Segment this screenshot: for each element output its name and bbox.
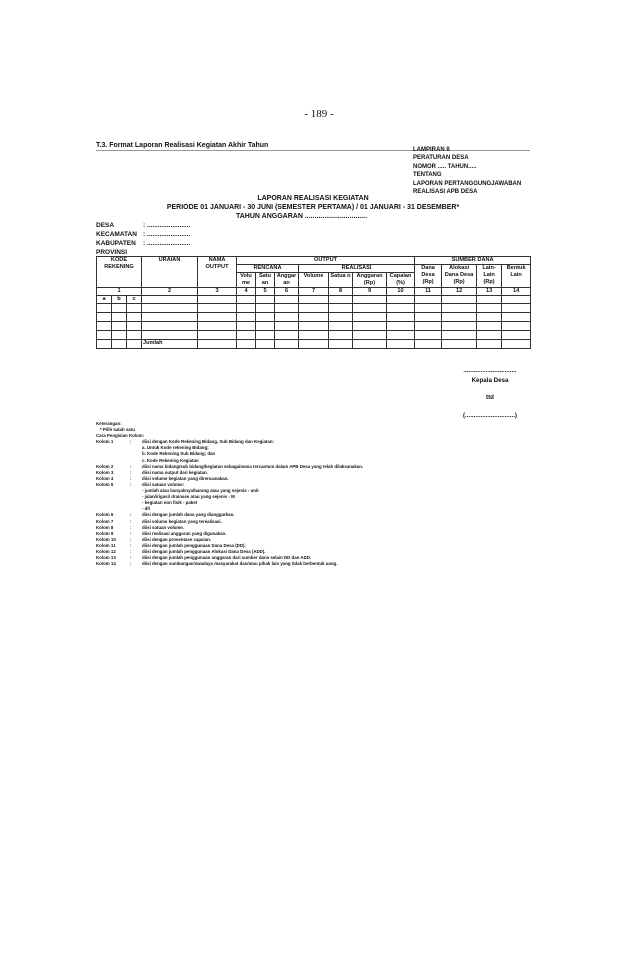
realization-table [96,256,531,349]
note-column: Kolom 13 [96,555,116,561]
note-text: diisi dengan Kode Rekening Bidang, Sub Bidang dan Kegiatan: [142,439,274,445]
table-cell [353,296,387,304]
note-column: Kolom 2 [96,463,114,469]
table-cell [299,296,329,304]
code-level-a: a [97,296,112,304]
note-text: diisi satuan volume. [142,524,184,530]
table-row [97,313,531,322]
note-text: diisi dengan jumlah penggunaan Alokasi Dana Desa (ADD). [142,548,266,554]
column-number: 9 [353,288,387,296]
note-text: diisi nama output dari kegiatan. [142,469,208,475]
note-colon: : [130,561,132,567]
note-column: Kolom 4 [96,475,114,481]
code-level-c: c [127,296,142,304]
header-output: OUTPUT [237,257,415,265]
signature-role: Kepala Desa [471,377,509,384]
table-cell [415,296,442,304]
report-period: PERIODE 01 JANUARI - 30 JUNI (SEMESTER PERTAMA) / 01 JANUARI - 31 DESEMBER* [166,204,460,211]
note-colon: : [130,475,132,481]
note-colon: : [130,524,132,530]
table-cell [275,296,299,304]
note-text: diisi dengan prosentase capaian. [142,536,212,542]
column-number: 11 [415,288,442,296]
note-column: Kolom 9 [96,530,114,536]
note-colon: : [130,439,132,445]
table-cell [256,296,275,304]
column-number: 12 [442,288,477,296]
note-text: - jalan/irigasi/ drainase atau yang sejenis - M [142,494,235,500]
note-column: Kolom 12 [96,548,116,554]
notes-star: * Pilih salah satu [100,427,135,433]
note-text: - jumlah atau banyaknya/barang atau yang sejenis - unit [142,488,259,494]
appendix-line: PERATURAN DESA [413,155,469,162]
appendix-line: REALISASI APB DESA [413,189,478,196]
note-column: Kolom 10 [96,536,116,542]
note-text: diisi nama bidang/sub bidang/kegiatan sebagaimana tercantum dalam APB Desa yang telah dilaksanakan. [142,463,364,469]
note-text: c. Kode Rekening Kegiatan [142,457,199,463]
note-text: diisi dengan jumlah dana yang dianggarkan. [142,512,235,518]
header-uraian: URAIAN [142,257,198,288]
table-row [97,322,531,331]
header-realisasi: REALISASI [299,265,415,273]
ident-value: : ........................ [143,231,191,238]
note-item [96,561,363,567]
note-colon: : [130,536,132,542]
header-dana-desa: Dana Desa (Rp) [415,265,442,288]
signature-name: (.............................) [463,412,517,419]
note-column: Kolom 7 [96,518,114,524]
note-colon: : [130,548,132,554]
note-column: Kolom 6 [96,512,114,518]
column-number: 7 [299,288,329,296]
total-row [97,340,531,349]
ident-label: DESA [96,222,115,229]
notes-title: Keterangan: [96,421,122,426]
filling-notes [96,421,363,567]
note-column: Kolom 8 [96,524,114,530]
appendix-line: LAPORAN PERTANGGUNGJAWABAN [413,180,522,187]
table-row [97,331,531,340]
report-fiscal-year: TAHUN ANGGARAN ................................ [236,213,368,220]
column-number: 4 [237,288,256,296]
header-realisasi-satuan: Satua n [329,273,353,288]
note-text: - dll [142,506,150,512]
column-number: 3 [198,288,237,296]
note-text: diisi dengan sumbangan/swadaya masyarakat dan/atau pihak lain yang tidak berbentuk uang. [142,561,338,567]
table-cell [329,296,353,304]
header-realisasi-volume: Volume [299,273,329,288]
table-cell [198,296,237,304]
appendix-reference [413,146,521,196]
header-bentuk-lain: Bentuk Lain [502,265,531,288]
note-text: diisi volume kegiatan yang direncanakan. [142,475,229,481]
note-colon: : [130,542,132,548]
note-text: b. Kode Rekening Sub Bidang; dan [142,451,216,457]
note-colon: : [130,481,132,487]
header-lain-lain: Lain- Lain (Rp) [477,265,502,288]
table-cell [442,296,477,304]
note-text: diisi volume kegiatan yang terealisasi. [142,518,222,524]
note-column: Kolom 3 [96,469,114,475]
note-colon: : [130,518,132,524]
note-column: Kolom 5 [96,481,114,487]
note-column: Kolom 11 [96,542,116,548]
ident-row [96,239,190,248]
ident-row [96,230,190,239]
note-colon: : [130,530,132,536]
note-colon: : [130,512,132,518]
signature-dots: ............................... [463,367,517,374]
total-label: Jumlah [142,340,198,349]
note-colon: : [130,555,132,561]
note-text: a. Untuk Kode rekening Bidang; [142,445,209,451]
header-rencana: RENCANA [237,265,299,273]
header-kode-rekening: KODE REKENING [97,257,142,288]
table-cell [477,296,502,304]
note-colon: : [130,469,132,475]
code-level-b: b [112,296,127,304]
column-number: 8 [329,288,353,296]
table-cell [237,296,256,304]
column-number: 10 [387,288,415,296]
appendix-line: NOMOR ..... TAHUN..... [413,163,477,170]
header-nama-output: NAMA OUTPUT [198,257,237,288]
document-heading: T.3. Format Laporan Realisasi Kegiatan Akhir Tahun [96,142,269,149]
ident-value: : ........................ [143,222,191,229]
column-number: 14 [502,288,531,296]
table-cell [387,296,415,304]
column-number: 6 [275,288,299,296]
ident-row [96,221,190,230]
table-cell [502,296,531,304]
note-text: diisi satuan volume: [142,481,185,487]
ident-label: KABUPATEN [96,240,136,247]
page-number: - 189 - [304,108,334,120]
report-title: LAPORAN REALISASI KEGIATAN [257,195,369,202]
header-rencana-anggaran: Anggar an [275,273,299,288]
note-text: diisi realisasi anggaran yang digunakan. [142,530,227,536]
note-column: Kolom 1 [96,439,114,445]
note-text: diisi dengan jumlah penggunaan Dana Desa (DD). [142,542,246,548]
appendix-line: TENTANG [413,172,442,179]
ident-value: : ........................ [143,240,191,247]
note-text: - kegiatan non fisik - paket [142,500,198,506]
column-number: 2 [142,288,198,296]
column-number: 1 [97,288,142,296]
header-rencana-satuan: Satu an [256,273,275,288]
note-colon: : [130,463,132,469]
table-row [97,304,531,313]
note-column: Kolom 14 [96,561,116,567]
column-number: 5 [256,288,275,296]
signature-ttd: ttd [486,394,494,401]
header-realisasi-anggaran: Anggaran (Rp) [353,273,387,288]
header-rencana-volume: Volu me [237,273,256,288]
header-alokasi-dana-desa: Alokasi Dana Desa (Rp) [442,265,477,288]
note-text: diisi dengan jumlah penggunaan anggaran dari sumber dana selain DD dan ADD. [142,555,312,561]
region-identity [96,221,190,257]
header-sumber-dana: SUMBER DANA [415,257,531,265]
ident-label: PROVINSI [96,249,128,256]
table-cell [142,296,198,304]
appendix-line: LAMPIRAN II [413,147,450,153]
notes-list [96,439,363,567]
column-number: 13 [477,288,502,296]
notes-cara: Cara Pengisian Kolom: [96,433,145,439]
ident-label: KECAMATAN [96,231,137,238]
header-realisasi-capaian: Capaian (%) [387,273,415,288]
